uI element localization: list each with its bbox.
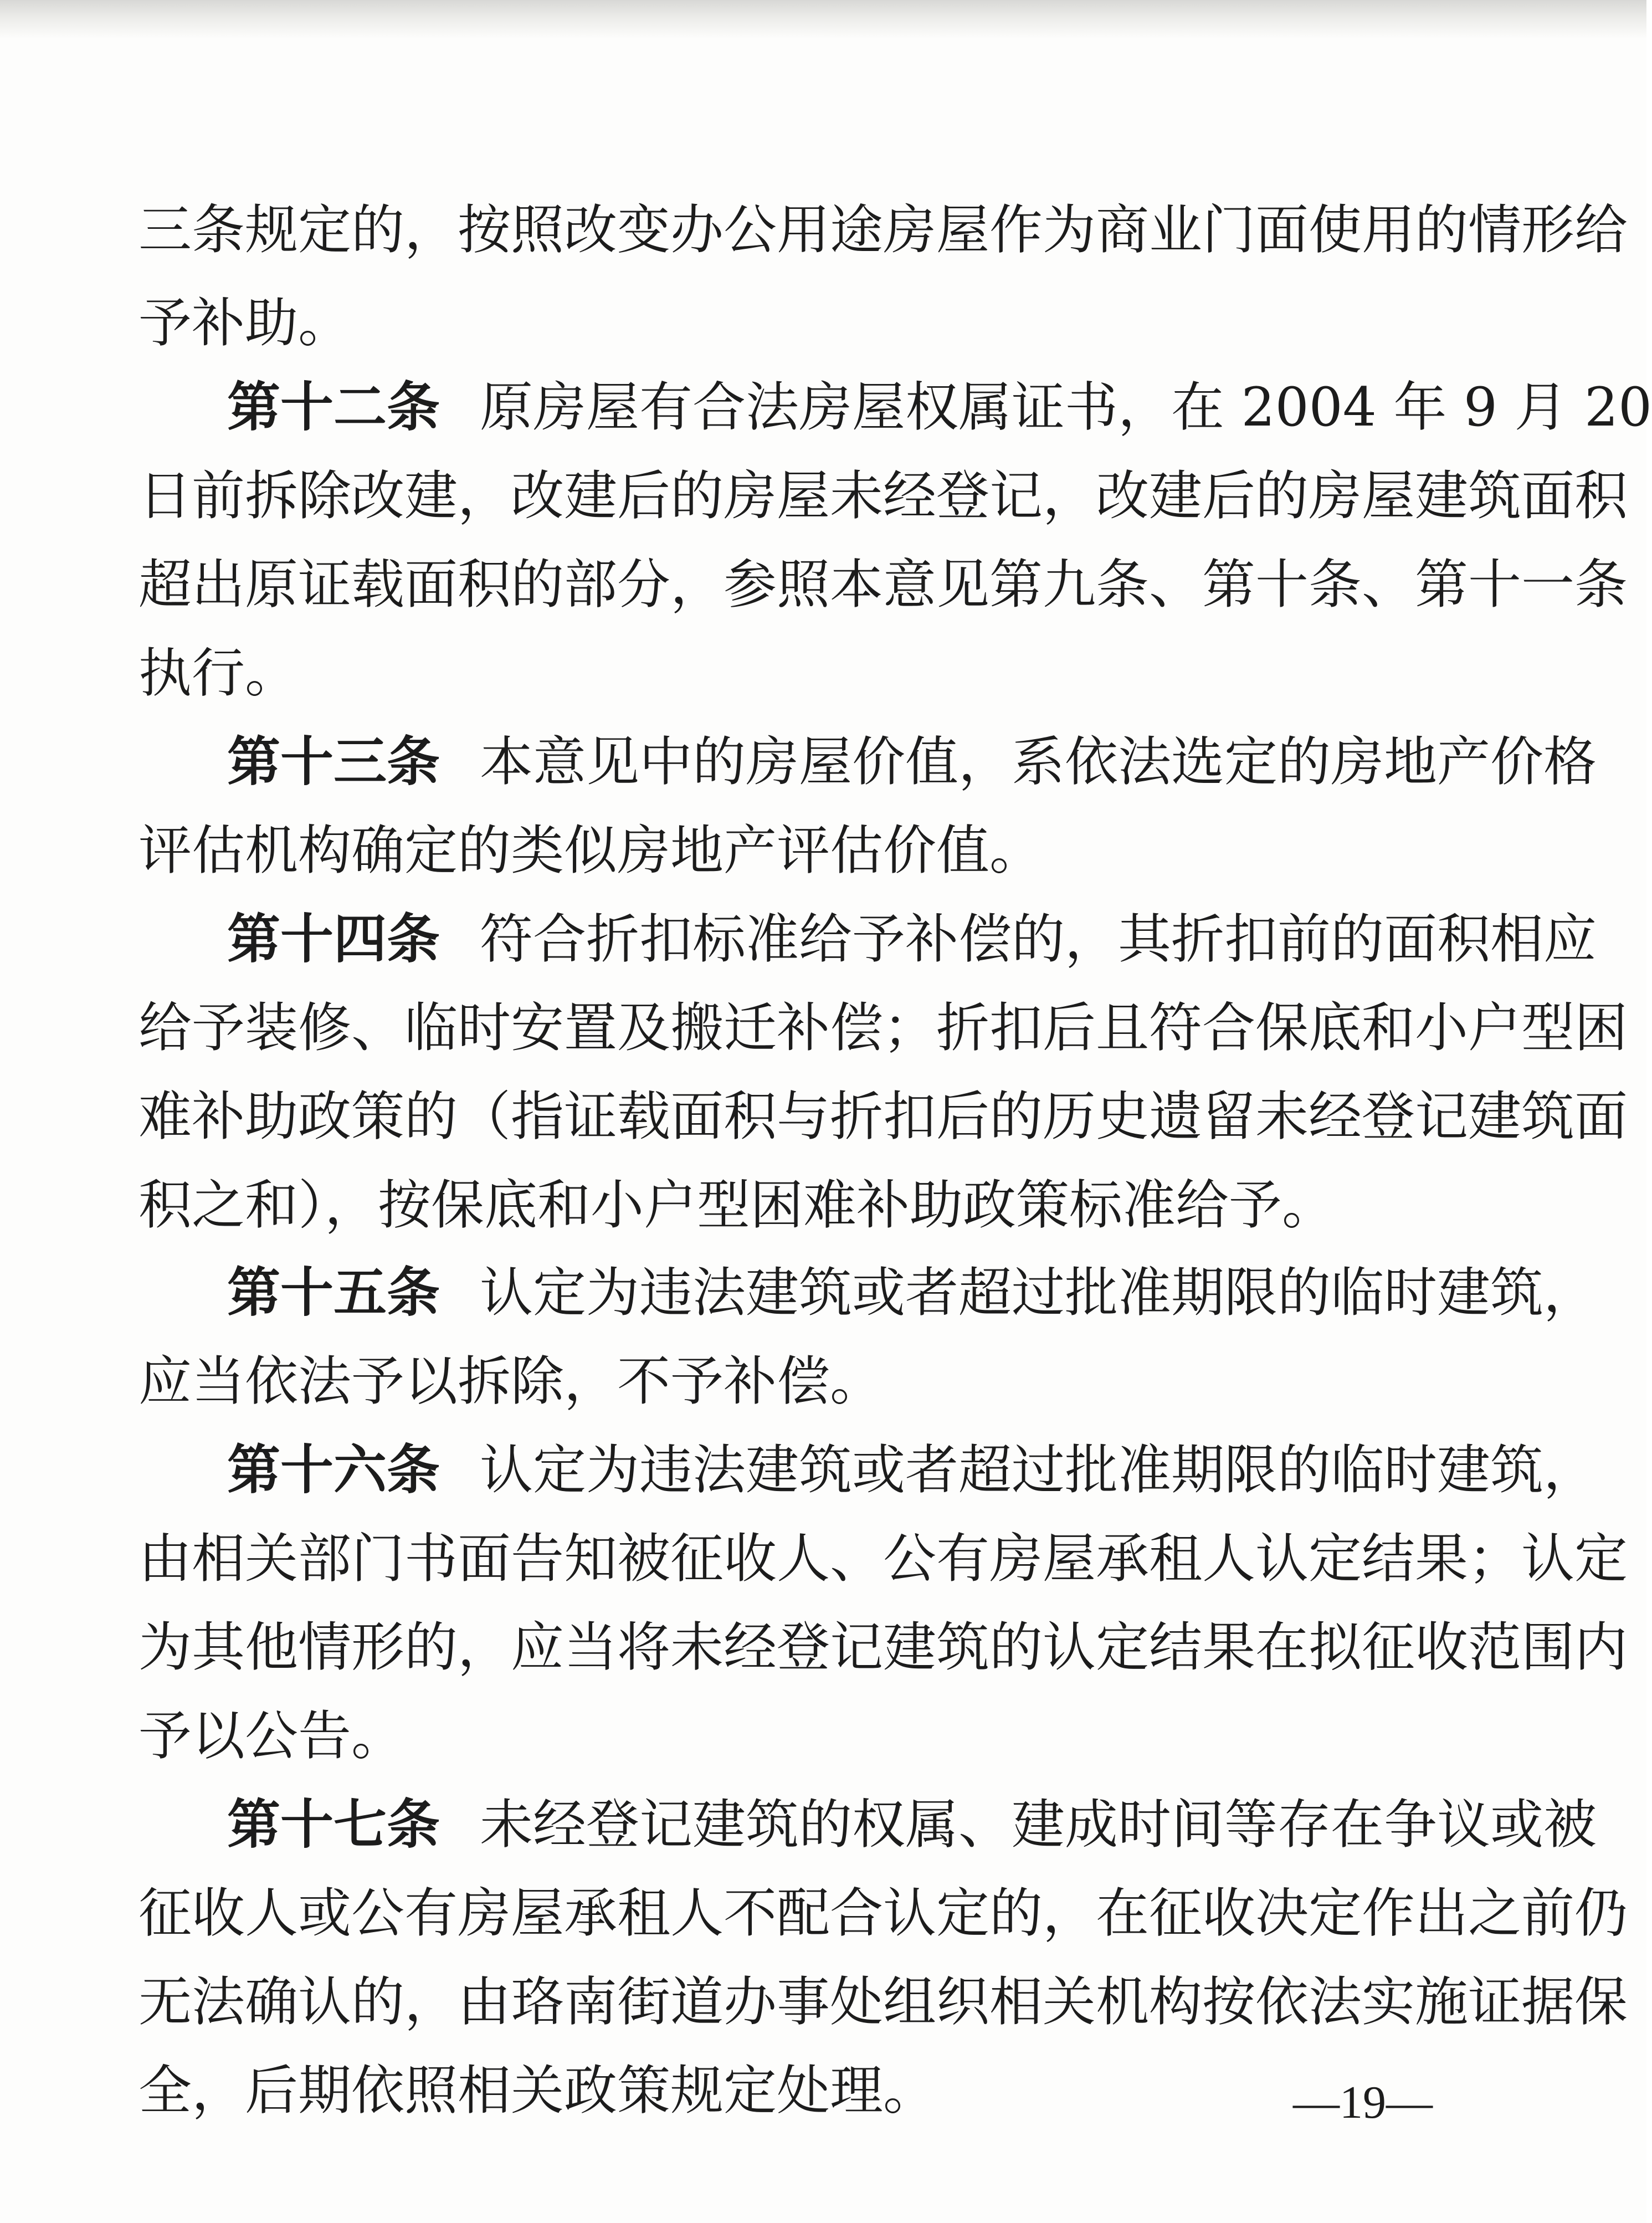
article-text: 未经登记建筑的权属、建成时间等存在争议或被	[480, 1794, 1597, 1856]
body-line: 全，后期依照相关政策规定处理。	[138, 2060, 936, 2122]
article-text: 本意见中的房屋价值，系依法选定的房地产价格	[480, 731, 1597, 793]
article-heading: 第十二条	[227, 376, 440, 438]
body-line: 予补助。	[138, 292, 351, 354]
scan-edge-shadow	[0, 0, 1646, 39]
article-heading: 第十四条	[227, 908, 440, 970]
article-text: 原房屋有合法房屋权属证书，在 2004 年 9 月 20	[480, 376, 1652, 438]
body-line: 为其他情形的，应当将未经登记建筑的认定结果在拟征收范围内	[138, 1616, 1628, 1678]
article-text: 符合折扣标准给予补偿的，其折扣前的面积相应	[480, 908, 1597, 970]
body-line: 应当依法予以拆除，不予补偿。	[138, 1350, 883, 1412]
article-15-first-line	[227, 1251, 1597, 1334]
article-heading: 第十七条	[227, 1794, 440, 1856]
body-line: 无法确认的，由珞南街道办事处组织相关机构按依法实施证据保	[138, 1971, 1628, 2033]
article-heading: 第十五条	[227, 1262, 440, 1324]
body-line: 评估机构确定的类似房地产评估价值。	[138, 819, 1043, 882]
body-line: 超出原证载面积的部分，参照本意见第九条、第十条、第十一条	[138, 554, 1628, 616]
page-number: —19—	[1293, 2077, 1433, 2128]
body-line: 日前拆除改建，改建后的房屋未经登记，改建后的房屋建筑面积	[138, 465, 1628, 527]
body-line: 予以公告。	[138, 1705, 404, 1767]
body-line: 给予装修、临时安置及搬迁补偿；折扣后且符合保底和小户型困	[138, 997, 1628, 1059]
article-16-first-line	[227, 1428, 1597, 1512]
article-14-first-line	[227, 898, 1597, 981]
body-line: 征收人或公有房屋承租人不配合认定的，在征收决定作出之前仍	[138, 1882, 1628, 1944]
article-heading: 第十三条	[227, 731, 440, 793]
body-line: 难补助政策的（指证载面积与折扣后的历史遗留未经登记建筑面	[138, 1085, 1628, 1148]
article-17-first-line	[227, 1783, 1597, 1866]
article-text: 认定为违法建筑或者超过批准期限的临时建筑，	[480, 1262, 1597, 1324]
body-line: 三条规定的，按照改变办公用途房屋作为商业门面使用的情形给	[138, 199, 1628, 261]
body-line: 积之和），按保底和小户型困难补助政策标准给予。	[138, 1174, 1335, 1236]
body-line: 执行。	[138, 642, 298, 704]
article-13-first-line	[227, 720, 1597, 803]
article-12-first-line	[227, 366, 1652, 449]
article-heading: 第十六条	[227, 1439, 440, 1501]
article-text: 认定为违法建筑或者超过批准期限的临时建筑，	[480, 1439, 1597, 1501]
body-line: 由相关部门书面告知被征收人、公有房屋承租人认定结果；认定	[138, 1528, 1628, 1590]
